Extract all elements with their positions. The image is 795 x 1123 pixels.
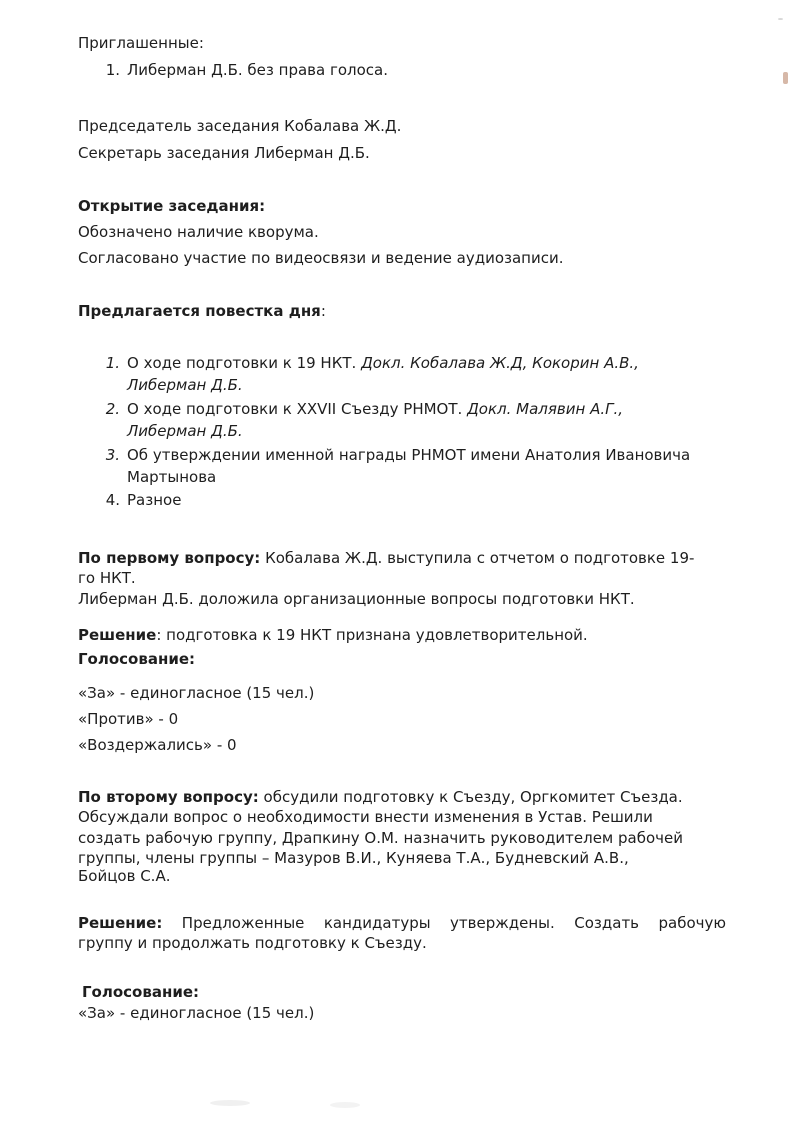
first-question-text-cont: Либерман Д.Б. доложила организационные вопросы подготовки НКТ. <box>78 590 635 608</box>
second-decision-label: Решение: <box>78 914 163 932</box>
second-vote-heading: Голосование: <box>82 983 200 1001</box>
agenda-heading-text: Предлагается повестка дня <box>78 302 321 320</box>
chair-line: Председатель заседания Кобалава Ж.Д. <box>78 117 402 135</box>
second-question-text-cont: создать рабочую группу, Драпкину О.М. назначить руководителем рабочей <box>78 829 683 847</box>
agenda-item-text: Разное <box>127 491 182 509</box>
first-question-text-cont: го НКТ. <box>78 569 136 587</box>
vote-abstain: «Воздержались» - 0 <box>78 736 237 754</box>
second-question-text: обсудили подготовку к Съезду, Оргкомитет Съезда. <box>258 788 683 806</box>
scan-speck <box>210 1100 250 1106</box>
second-question-text-cont: Обсуждали вопрос о необходимости внести изменения в Устав. Решили <box>78 808 653 826</box>
agenda-item-speakers-cont: Либерман Д.Б. <box>127 422 243 440</box>
agenda-item-speakers: Докл. Малявин А.Г., <box>467 400 623 418</box>
first-decision-text: : подготовка к 19 НКТ признана удовлетворительной. <box>156 626 588 644</box>
vote-for: «За» - единогласное (15 чел.) <box>78 1004 315 1022</box>
second-question-line <box>78 787 683 807</box>
vote-for: «За» - единогласное (15 чел.) <box>78 684 315 702</box>
second-question-label: По второму вопросу: <box>78 788 259 806</box>
agenda-heading <box>78 301 326 321</box>
agenda-item-speakers: Докл. Кобалава Ж.Д, Кокорин А.В., <box>361 354 639 372</box>
scan-speck <box>778 18 783 20</box>
scan-speck <box>330 1102 360 1108</box>
scan-speck <box>783 72 788 84</box>
agenda-item-text: О ходе подготовки к 19 НКТ. <box>127 354 362 372</box>
first-decision-label: Решение <box>78 626 157 644</box>
first-question-line <box>78 548 694 568</box>
agenda-item-number: 4. <box>105 491 120 509</box>
agenda-item <box>127 399 623 419</box>
opening-heading: Открытие заседания: <box>78 197 266 215</box>
first-question-label: По первому вопросу: <box>78 549 261 567</box>
agenda-item-number: 1. <box>105 354 120 372</box>
agenda-heading-colon: : <box>320 302 326 320</box>
opening-line: Обозначено наличие кворума. <box>78 223 319 241</box>
secretary-line: Секретарь заседания Либерман Д.Б. <box>78 144 370 162</box>
invited-item: Либерман Д.Б. без права голоса. <box>127 61 388 79</box>
opening-line: Согласовано участие по видеосвязи и ведение аудиозаписи. <box>78 249 564 267</box>
second-decision-text-cont: группу и продолжать подготовку к Съезду. <box>78 934 427 952</box>
second-question-text-cont: Бойцов С.А. <box>78 867 171 885</box>
invited-heading: Приглашенные: <box>78 34 204 52</box>
first-decision-line <box>78 625 588 645</box>
agenda-item <box>127 353 639 373</box>
agenda-item-number: 2. <box>105 400 120 418</box>
agenda-item-speakers-cont: Либерман Д.Б. <box>127 376 243 394</box>
second-question-text-cont: группы, члены группы – Мазуров В.И., Куняева Т.А., Будневский А.В., <box>78 849 629 867</box>
agenda-item-text: Об утверждении именной награды РНМОТ имени Анатолия Ивановича <box>127 446 691 464</box>
first-vote-heading: Голосование: <box>78 650 196 668</box>
invited-item-number: 1. <box>105 61 120 79</box>
agenda-item-number: 3. <box>105 446 120 464</box>
first-question-text: Кобалава Ж.Д. выступила с отчетом о подготовке 19- <box>260 549 695 567</box>
second-decision-line <box>78 913 726 933</box>
second-decision-text: Предложенные кандидатуры утверждены. Создать рабочую <box>162 914 726 932</box>
agenda-item-text: О ходе подготовки к XXVII Съезду РНМОТ. <box>127 400 468 418</box>
agenda-item-text-cont: Мартынова <box>127 468 217 486</box>
vote-against: «Против» - 0 <box>78 710 179 728</box>
